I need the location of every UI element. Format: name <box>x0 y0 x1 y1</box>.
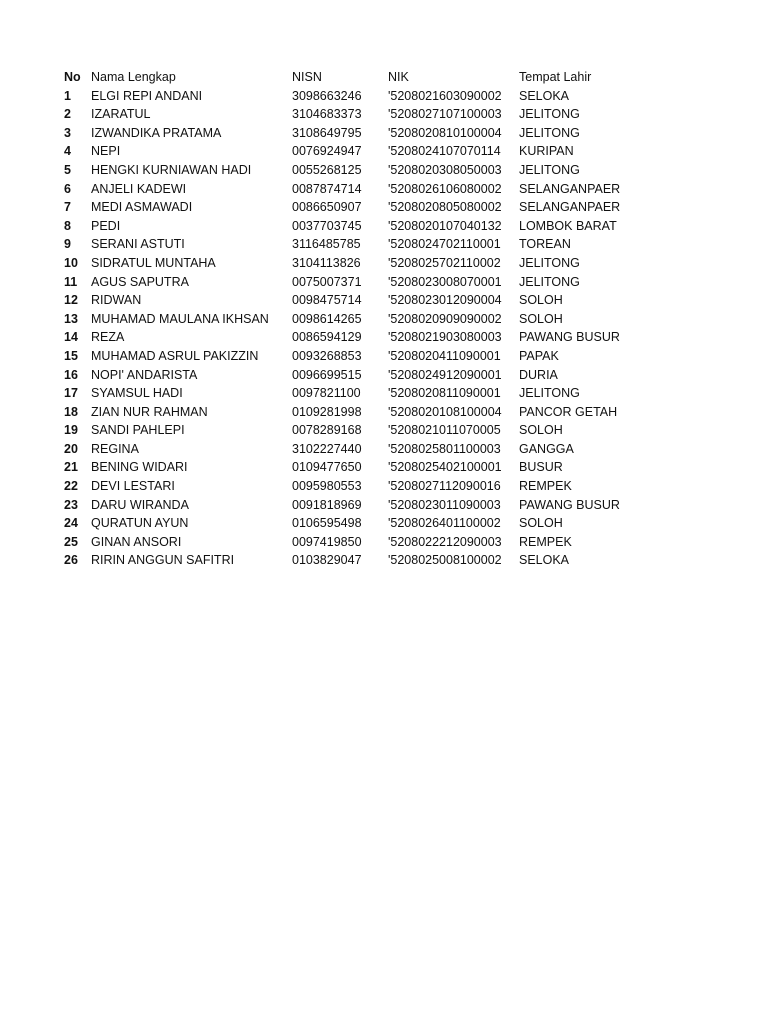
cell-no: 23 <box>64 497 78 512</box>
cell-nama-lengkap: ELGI REPI ANDANI <box>91 88 203 103</box>
cell-tempat-lahir: LOMBOK BARAT <box>519 218 617 233</box>
cell-nik: '5208021903080003 <box>388 330 502 345</box>
cell-nisn: 0095980553 <box>292 479 362 494</box>
cell-tempat-lahir: PANCOR GETAH <box>519 404 618 419</box>
cell-nama-lengkap: DARU WIRANDA <box>91 497 189 512</box>
table-row <box>60 310 645 329</box>
table-row <box>60 533 645 552</box>
cell-tempat-lahir: SOLOH <box>519 423 563 438</box>
table-row <box>60 161 645 180</box>
cell-no: 5 <box>64 162 71 177</box>
cell-tempat-lahir: REMPEK <box>519 534 572 549</box>
cell-nisn: 0109477650 <box>292 460 362 475</box>
table-row <box>60 551 645 570</box>
cell-no: 16 <box>64 367 78 382</box>
cell-nama-lengkap: GINAN ANSORI <box>91 534 182 549</box>
table-row <box>60 458 645 477</box>
cell-nama-lengkap: HENGKI KURNIAWAN HADI <box>91 162 252 177</box>
cell-tempat-lahir: DURIA <box>519 367 558 382</box>
cell-tempat-lahir: JELITONG <box>519 386 580 401</box>
cell-nik: '5208020107040132 <box>388 218 502 233</box>
cell-no: 26 <box>64 553 78 568</box>
cell-nisn: 3102227440 <box>292 441 362 456</box>
cell-nisn: 3098663246 <box>292 88 362 103</box>
cell-tempat-lahir: TOREAN <box>519 237 571 252</box>
cell-no: 2 <box>64 107 71 122</box>
cell-no: 8 <box>64 218 71 233</box>
cell-nama-lengkap: MUHAMAD ASRUL PAKIZZIN <box>91 348 259 363</box>
cell-nik: '5208020805080002 <box>388 200 502 215</box>
table-body <box>60 87 645 570</box>
cell-nama-lengkap: NOPI' ANDARISTA <box>91 367 198 382</box>
cell-nik: '5208021011070005 <box>388 423 501 438</box>
cell-nama-lengkap: NEPI <box>91 144 121 159</box>
cell-no: 6 <box>64 181 71 196</box>
table-row <box>60 235 645 254</box>
cell-nisn: 3108649795 <box>292 125 362 140</box>
cell-nama-lengkap: REZA <box>91 330 125 345</box>
cell-nisn: 0106595498 <box>292 516 362 531</box>
cell-nama-lengkap: SANDI PAHLEPI <box>91 423 185 438</box>
cell-nik: '5208025008100002 <box>388 553 502 568</box>
table-row <box>60 477 645 496</box>
cell-tempat-lahir: SOLOH <box>519 311 563 326</box>
cell-nik: '5208024912090001 <box>388 367 502 382</box>
cell-nisn: 0086650907 <box>292 200 362 215</box>
cell-no: 9 <box>64 237 71 252</box>
cell-nik: '5208020811090001 <box>388 386 501 401</box>
cell-nik: '5208025702110002 <box>388 255 501 270</box>
cell-no: 12 <box>64 293 78 308</box>
cell-nisn: 3104113826 <box>292 255 361 270</box>
cell-nama-lengkap: SYAMSUL HADI <box>91 386 183 401</box>
cell-no: 20 <box>64 441 78 456</box>
cell-nisn: 3104683373 <box>292 107 362 122</box>
cell-no: 15 <box>64 348 78 363</box>
cell-nik: '5208024107070114 <box>388 144 501 159</box>
header-nama-lengkap: Nama Lengkap <box>91 70 176 84</box>
cell-tempat-lahir: GANGGA <box>519 441 574 456</box>
cell-nama-lengkap: IZARATUL <box>91 107 151 122</box>
table-row <box>60 328 645 347</box>
cell-tempat-lahir: JELITONG <box>519 107 580 122</box>
cell-nisn: 0055268125 <box>292 162 362 177</box>
table-header-row <box>60 68 645 87</box>
table-row <box>60 198 645 217</box>
cell-no: 13 <box>64 311 78 326</box>
header-nisn: NISN <box>292 70 322 84</box>
cell-tempat-lahir: JELITONG <box>519 162 580 177</box>
cell-nisn: 0096699515 <box>292 367 362 382</box>
cell-nik: '5208026401100002 <box>388 516 501 531</box>
cell-no: 24 <box>64 516 78 531</box>
cell-nik: '5208021603090002 <box>388 88 502 103</box>
table-row <box>60 403 645 422</box>
cell-nik: '5208023012090004 <box>388 293 502 308</box>
cell-no: 17 <box>64 386 78 401</box>
cell-nama-lengkap: RIRIN ANGGUN SAFITRI <box>91 553 235 568</box>
cell-tempat-lahir: PAWANG BUSUR <box>519 497 620 512</box>
table-row <box>60 440 645 459</box>
cell-nik: '5208025801100003 <box>388 441 501 456</box>
table-row <box>60 273 645 292</box>
cell-nama-lengkap: QURATUN AYUN <box>91 516 189 531</box>
table-row <box>60 421 645 440</box>
cell-nik: '5208026106080002 <box>388 181 502 196</box>
cell-nama-lengkap: ANJELI KADEWI <box>91 181 187 196</box>
cell-no: 18 <box>64 404 78 419</box>
cell-tempat-lahir: JELITONG <box>519 255 580 270</box>
cell-nik: '5208025402100001 <box>388 460 502 475</box>
cell-nisn: 3116485785 <box>292 237 361 252</box>
cell-nisn: 0093268853 <box>292 348 362 363</box>
cell-nik: '5208020308050003 <box>388 162 502 177</box>
cell-nik: '5208020108100004 <box>388 404 502 419</box>
cell-nama-lengkap: AGUS SAPUTRA <box>91 274 189 289</box>
cell-tempat-lahir: SELOKA <box>519 553 570 568</box>
cell-no: 10 <box>64 255 78 270</box>
cell-nisn: 0098475714 <box>292 293 362 308</box>
cell-nisn: 0109281998 <box>292 404 362 419</box>
cell-no: 14 <box>64 330 78 345</box>
cell-tempat-lahir: KURIPAN <box>519 144 574 159</box>
cell-nisn: 0086594129 <box>292 330 362 345</box>
table-row <box>60 124 645 143</box>
cell-nisn: 0075007371 <box>292 274 362 289</box>
cell-no: 7 <box>64 200 71 215</box>
cell-nama-lengkap: IZWANDIKA PRATAMA <box>91 125 222 140</box>
cell-nik: '5208020411090001 <box>388 348 501 363</box>
cell-nik: '5208023008070001 <box>388 274 502 289</box>
cell-nik: '5208027112090016 <box>388 479 501 494</box>
cell-nama-lengkap: SERANI ASTUTI <box>91 237 185 252</box>
cell-nik: '5208022212090003 <box>388 534 502 549</box>
cell-no: 22 <box>64 479 78 494</box>
cell-no: 11 <box>64 274 78 289</box>
table-row <box>60 366 645 385</box>
cell-no: 19 <box>64 423 78 438</box>
cell-tempat-lahir: PAPAK <box>519 348 559 363</box>
header-no: No <box>64 70 81 84</box>
cell-nisn: 0098614265 <box>292 311 362 326</box>
cell-no: 3 <box>64 125 71 140</box>
cell-nama-lengkap: ZIAN NUR RAHMAN <box>91 404 208 419</box>
table-row <box>60 347 645 366</box>
table-row <box>60 514 645 533</box>
table-row <box>60 254 645 273</box>
cell-nama-lengkap: SIDRATUL MUNTAHA <box>91 255 216 270</box>
cell-nik: '5208020810100004 <box>388 125 502 140</box>
table-row <box>60 384 645 403</box>
cell-tempat-lahir: REMPEK <box>519 479 572 494</box>
cell-no: 21 <box>64 460 78 475</box>
cell-tempat-lahir: SELOKA <box>519 88 570 103</box>
table-row <box>60 87 645 106</box>
cell-tempat-lahir: JELITONG <box>519 125 580 140</box>
cell-nik: '5208024702110001 <box>388 237 501 252</box>
cell-nisn: 0087874714 <box>292 181 362 196</box>
cell-tempat-lahir: SOLOH <box>519 293 563 308</box>
cell-nama-lengkap: PEDI <box>91 218 121 233</box>
table-row <box>60 291 645 310</box>
cell-nisn: 0097821100 <box>292 386 361 401</box>
cell-nisn: 0103829047 <box>292 553 362 568</box>
table-row <box>60 180 645 199</box>
cell-no: 1 <box>64 88 71 103</box>
cell-nisn: 0076924947 <box>292 144 362 159</box>
cell-nisn: 0091818969 <box>292 497 362 512</box>
cell-tempat-lahir: SELANGANPAER <box>519 181 621 196</box>
cell-nama-lengkap: MEDI ASMAWADI <box>91 200 193 215</box>
cell-nama-lengkap: REGINA <box>91 441 139 456</box>
cell-nisn: 0097419850 <box>292 534 362 549</box>
cell-tempat-lahir: SELANGANPAER <box>519 200 621 215</box>
cell-nisn: 0037703745 <box>292 218 362 233</box>
cell-nama-lengkap: RIDWAN <box>91 293 142 308</box>
cell-nama-lengkap: BENING WIDARI <box>91 460 188 475</box>
cell-tempat-lahir: JELITONG <box>519 274 580 289</box>
header-tempat-lahir: Tempat Lahir <box>519 70 592 84</box>
cell-nama-lengkap: MUHAMAD MAULANA IKHSAN <box>91 311 269 326</box>
cell-nik: '5208023011090003 <box>388 497 501 512</box>
table-row <box>60 105 645 124</box>
table-row <box>60 496 645 515</box>
table-row <box>60 142 645 161</box>
cell-nik: '5208020909090002 <box>388 311 502 326</box>
cell-nik: '5208027107100003 <box>388 107 502 122</box>
table-row <box>60 217 645 236</box>
cell-nisn: 0078289168 <box>292 423 362 438</box>
cell-no: 4 <box>64 144 71 159</box>
cell-tempat-lahir: PAWANG BUSUR <box>519 330 620 345</box>
header-nik: NIK <box>388 70 409 84</box>
cell-no: 25 <box>64 534 78 549</box>
cell-tempat-lahir: SOLOH <box>519 516 563 531</box>
cell-tempat-lahir: BUSUR <box>519 460 563 475</box>
cell-nama-lengkap: DEVI LESTARI <box>91 479 175 494</box>
student-table <box>60 68 645 570</box>
